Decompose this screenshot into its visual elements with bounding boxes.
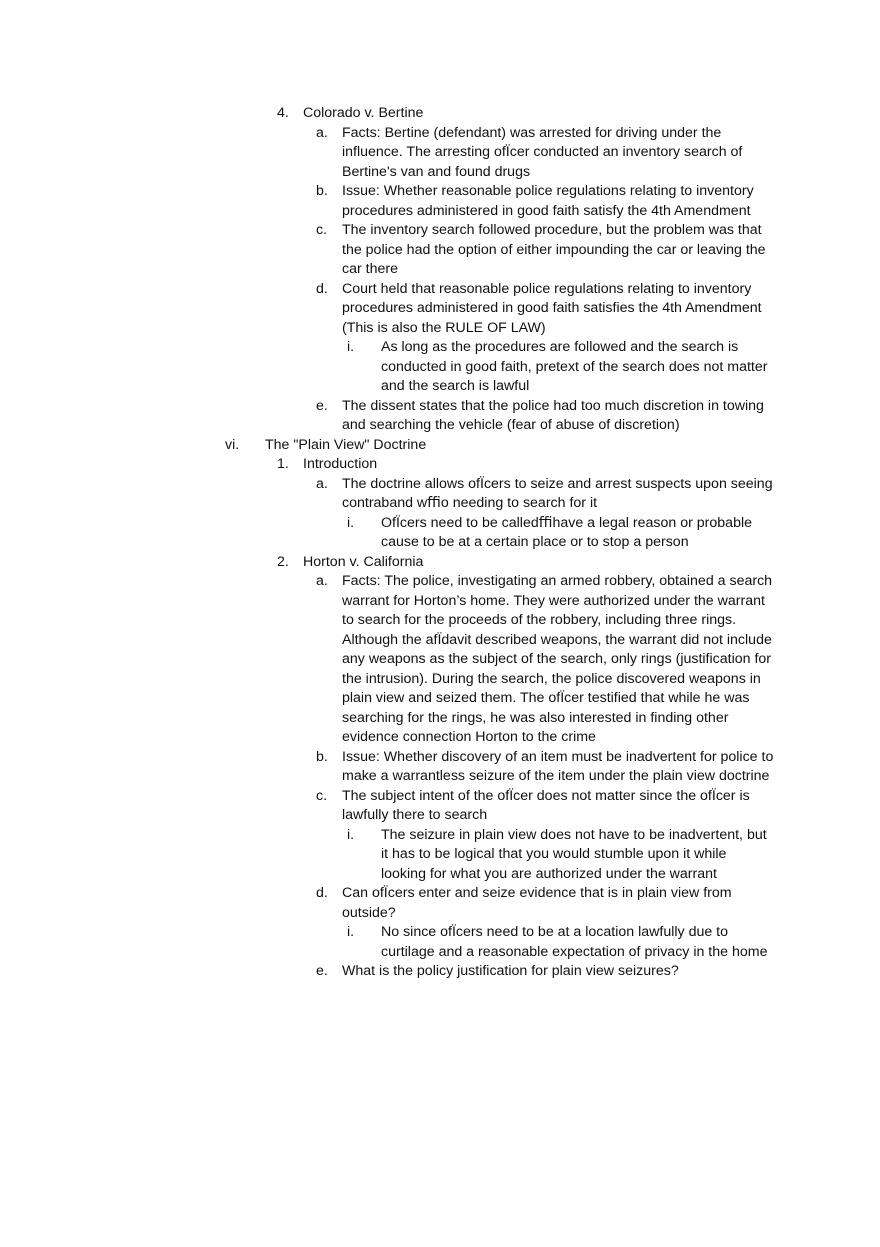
bertine-holding-detail [0,338,771,397]
bertine-dissent [0,397,776,436]
horton-intent [0,787,776,826]
heading-colorado-v-bertine [0,104,775,124]
heading-plain-view-doctrine [0,436,775,456]
list-marker: d. [316,885,328,901]
list-marker: a. [316,124,328,141]
horton-answer-outside [0,923,771,962]
list-item-text: Facts: The police, investigating an armed robbery, obtained a search warrant for Horton’s home. They were authorized under the warrant to search for the proceeds of the robbery, including three rings. Although the afÏdavit described weapons, the warrant did not include any weapons as the subject of the search, only rings (justification for the intrusion). During the search, the police discovered weapons in plain view and seized them. The ofÏcer testified that while he was searching for the rings, he was also interested in finding other evidence connection Horton to the crime [342,573,773,745]
list-marker: i. [347,514,355,531]
list-item-text: No since ofÏcers need to be at a location lawfully due to curtilage and a reasonable expectation of privacy in the home [381,924,768,960]
bertine-facts [0,124,776,183]
bertine-holding [0,280,776,339]
list-marker: i. [347,924,355,940]
list-item-text: Court held that reasonable police regulations relating to inventory procedures administered in good faith satisfies the 4th Amendment (This is also the RULE OF LAW) [342,280,762,336]
list-marker: b. [316,748,328,765]
list-item-text: Issue: Whether reasonable police regulations relating to inventory procedures administered in good faith satisfy the 4th Amendment [342,183,754,219]
list-item-text: OfÏcers need to be calledﬃhave a legal reason or probable cause to be at a certain place or to stop a person [381,514,753,550]
horton-issue [0,748,776,787]
list-item-text: The subject intent of the ofÏcer does not matter since the ofÏcer is lawfully there to search [342,787,750,823]
list-marker: 4. [277,105,289,121]
horton-policy-question [0,962,776,982]
intro-doctrine-summary [0,475,776,514]
bertine-procedure-note [0,221,776,280]
heading-horton-v-california [0,553,775,573]
intro-doctrine-detail [0,514,771,553]
list-marker: e. [316,397,328,414]
list-marker: c. [316,787,328,804]
list-item-text: Issue: Whether discovery of an item must be inadvertent for police to make a warrantless seizure of the item under the plain view doctrine [342,748,774,784]
list-item-text: The seizure in plain view does not have to be inadvertent, but it has to be logical that you would stumble upon it while looking for what you are authorized under the warrant [381,826,767,882]
list-marker: d. [316,280,328,297]
list-item-text: Colorado v. Bertine [303,105,424,121]
list-marker: a. [316,573,328,589]
list-item-text: The "Plain View" Doctrine [265,436,427,453]
horton-facts [0,572,776,748]
bertine-issue [0,182,776,221]
horton-intent-detail [0,826,771,885]
list-item-text: As long as the procedures are followed and the search is conducted in good faith, pretext of the search does not matter and the search is lawful [381,339,768,394]
list-marker: 1. [277,456,289,472]
list-marker: i. [347,339,355,355]
list-item-text: The dissent states that the police had too much discretion in towing and searching the vehicle (fear of abuse of discretion) [342,397,764,433]
list-marker: 2. [277,553,289,570]
outline-list [0,104,880,982]
list-marker: b. [316,183,328,199]
list-item-text: Introduction [303,456,378,472]
list-item-text: Can ofÏcers enter and seize evidence that is in plain view from outside? [342,885,732,921]
list-item-text: Facts: Bertine (defendant) was arrested for driving under the influence. The arresting ofÏcer conducted an inventory search of Bertine's van and found drugs [342,124,743,180]
heading-introduction [0,455,775,475]
list-item-text: What is the policy justification for plain view seizures? [342,963,679,979]
list-marker: i. [347,826,355,843]
list-marker: e. [316,963,328,979]
list-marker: c. [316,222,328,238]
list-item-text: The doctrine allows ofÏcers to seize and arrest suspects upon seeing contraband wﬃo needing to search for it [342,475,773,511]
list-marker: vi. [225,436,240,453]
list-marker: a. [316,475,328,492]
list-item-text: Horton v. California [303,553,424,570]
list-item-text: The inventory search followed procedure, but the problem was that the police had the option of either impounding the car or leaving the car there [342,222,766,277]
horton-question-outside [0,884,776,923]
